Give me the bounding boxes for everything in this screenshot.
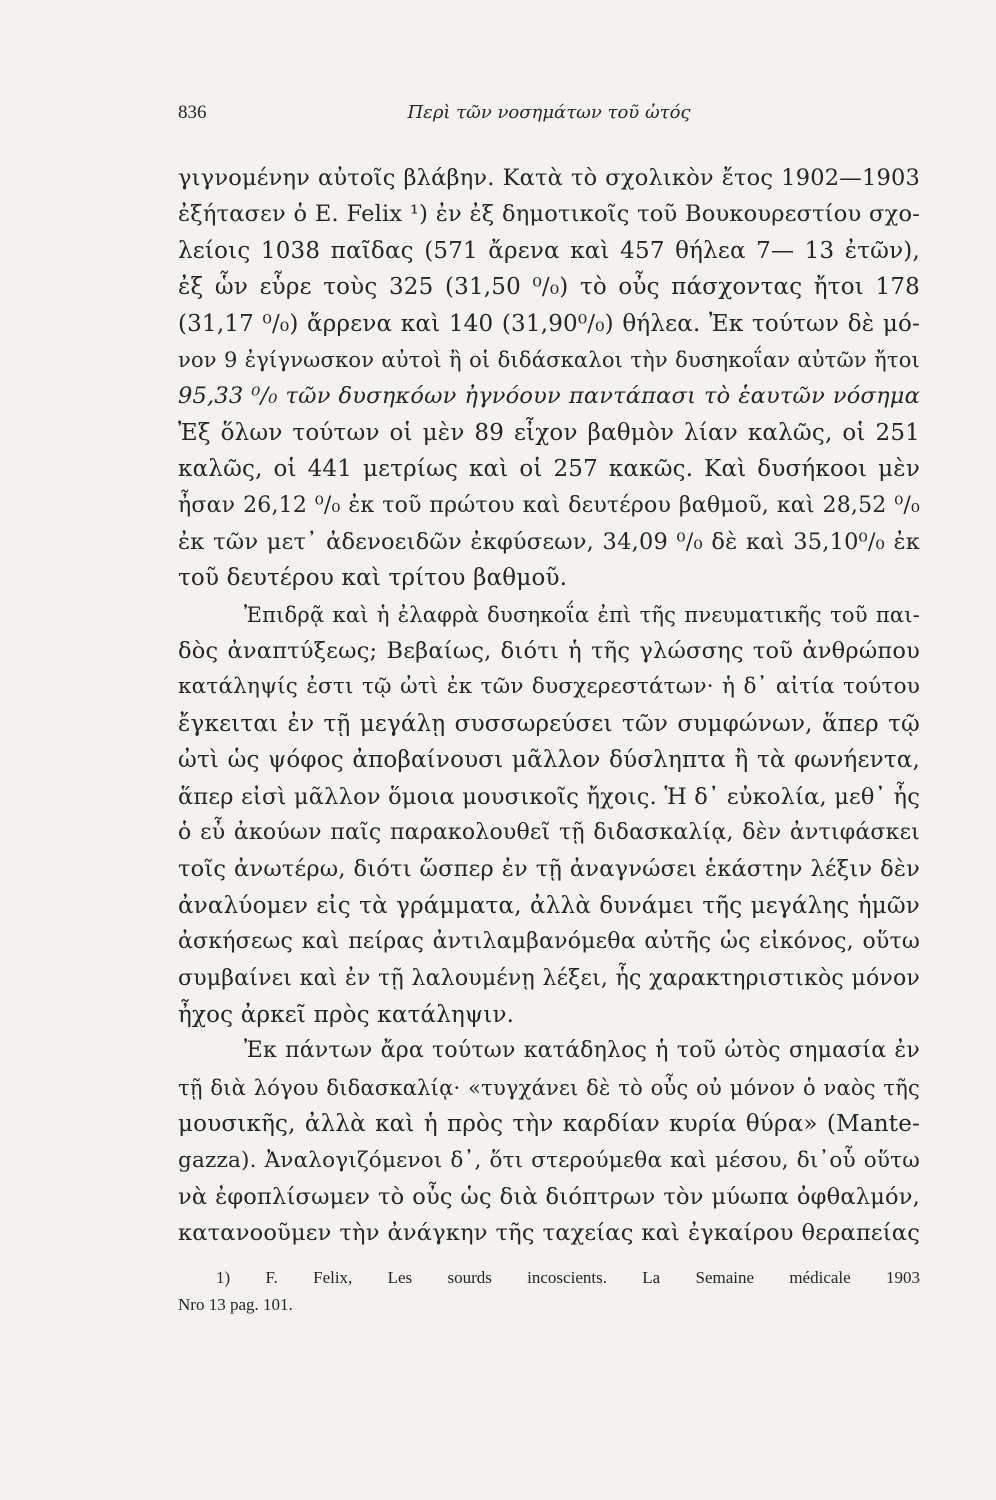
text-line: 95,33 ⁰/₀ τῶν δυσηκόων ἠγνόουν παντάπασι τὸ ἑαυτῶν νόσημα xyxy=(178,383,920,410)
footnotes xyxy=(178,1264,920,1318)
paragraph-start-line: Ἐκ πάντων ἄρα τούτων κατάδηλος ἡ τοῦ ὠτὸς σημασία ἐν xyxy=(244,1038,920,1064)
page-number: 836 xyxy=(178,102,207,123)
text-line: (31,17 ⁰/₀) ἄρρενα καὶ 140 (31,90⁰/₀) θήλεα. Ἐκ τούτων δὲ μό- xyxy=(178,310,920,337)
text-line: ἐξήτασεν ὁ E. Felix ¹) ἐν ἐξ δημοτικοῖς τοῦ Βουκουρεστίου σχο- xyxy=(178,201,920,228)
text-line: ἔγκειται ἐν τῇ μεγάλῃ συσσωρεύσει τῶν συμφώνων, ἅπερ τῷ xyxy=(178,710,920,737)
running-title: Περὶ τῶν νοσημάτων τοῦ ὠτός xyxy=(407,102,691,123)
text-line: κατανοοῦμεν τὴν ἀνάγκην τῆς ταχείας καὶ ἐγκαίρου θεραπείας xyxy=(178,1220,920,1247)
text-line: gazza). Ἀναλογιζόμενοι δ᾽, ὅτι στερούμεθα καὶ μέσου, δι᾽οὗ οὕτω xyxy=(178,1147,920,1173)
text-line: τοῦ δευτέρου καὶ τρίτου βαθμοῦ. xyxy=(178,565,568,592)
text-line: ἅπερ εἰσὶ μᾶλλον ὅμοια μουσικοῖς ἤχοις. Ἡ δ᾽ εὐκολία, μεθ᾽ ἧς xyxy=(178,783,920,810)
text-line: τοῖς ἀνωτέρω, διότι ὥσπερ ἐν τῇ ἀναγνώσει ἑκάστην λέξιν δὲν xyxy=(178,856,920,883)
text-line: ἀσκήσεως καὶ πείρας ἀντιλαμβανόμεθα αὐτῆς ὡς εἰκόνος, οὕτω xyxy=(178,929,920,955)
text-line: Ἐξ ὅλων τούτων οἱ μὲν 89 εἶχον βαθμὸν λίαν καλῶς, οἱ 251 xyxy=(178,419,920,446)
footnote-line: 1) F. Felix, Les sourds incoscients. La Semaine médicale 1903 xyxy=(216,1268,920,1287)
text-line: ἐκ τῶν μετ᾽ ἀδενοειδῶν ἐκφύσεων, 34,09 ⁰/₀ δὲ καὶ 35,10⁰/₀ ἐκ xyxy=(178,528,920,555)
text-line: δὸς ἀναπτύξεως; Βεβαίως, διότι ἡ τῆς γλώσσης τοῦ ἀνθρώπου xyxy=(178,638,920,665)
text-line: ἐξ ὧν εὗρε τοὺς 325 (31,50 ⁰/₀) τὸ οὖς πάσχοντας ἤτοι 178 xyxy=(178,274,920,301)
text-line: γιγνομένην αὐτοῖς βλάβην. Κατὰ τὸ σχολικὸν ἔτος 1902—1903 xyxy=(178,165,920,191)
text-line: ἀναλύομεν εἰς τὰ γράμματα, ἀλλὰ δυνάμει τῆς μεγάλης ἡμῶν xyxy=(178,892,920,919)
paragraph-start-line: Ἐπιδρᾷ καὶ ἡ ἐλαφρὰ δυσηκοΐα ἐπὶ τῆς πνευματικῆς τοῦ παι- xyxy=(244,602,920,627)
body-text xyxy=(178,160,920,1252)
text-line: ἦσαν 26,12 ⁰/₀ ἐκ τοῦ πρώτου καὶ δευτέρου βαθμοῦ, καὶ 28,52 ⁰/₀ xyxy=(178,492,920,518)
text-line: λείοις 1038 παῖδας (571 ἄρενα καὶ 457 θήλεα 7— 13 ἐτῶν), xyxy=(178,237,920,264)
text-line: ὠτὶ ὡς ψόφος ἀποβαίνουσι μᾶλλον δύσληπτα ἢ τὰ φωνήεντα, xyxy=(178,747,920,774)
page-header xyxy=(178,102,920,132)
text-line: νὰ ἐφοπλίσωμεν τὸ οὖς ὡς διὰ διόπτρων τὸν μύωπα ὀφθαλμόν, xyxy=(178,1183,920,1210)
text-line: συμβαίνει καὶ ἐν τῇ λαλουμένῃ λέξει, ἧς χαρακτηριστικὸς μόνον xyxy=(178,965,920,991)
text-line: μουσικῆς, ἀλλὰ καὶ ἡ πρὸς τὴν καρδίαν κυρία θύρα» (Mante- xyxy=(178,1111,920,1138)
text-line: νον 9 ἐγίγνωσκον αὐτοὶ ἢ οἱ διδάσκαλοι τὴν δυσηκοΐαν αὐτῶν ἤτοι xyxy=(178,347,920,372)
text-line: καλῶς, οἱ 441 μετρίως καὶ οἱ 257 κακῶς. Καὶ δυσήκοοι μὲν xyxy=(178,456,920,483)
text-line: τῇ διὰ λόγου διδασκαλίᾳ· «τυγχάνει δὲ τὸ οὖς οὐ μόνον ὁ ναὸς τῆς xyxy=(178,1075,920,1100)
text-line: ὁ εὖ ἀκούων παῖς παρακολουθεῖ τῇ διδασκαλίᾳ, δὲν ἀντιφάσκει xyxy=(178,820,920,846)
footnote-line: Nro 13 pag. 101. xyxy=(178,1295,293,1314)
text-line: κατάληψίς ἐστι τῷ ὠτὶ ἐκ τῶν δυσχερεστάτων· ἡ δ᾽ αἰτία τούτου xyxy=(178,674,920,700)
text-line: ἦχος ἀρκεῖ πρὸς κατάληψιν. xyxy=(178,1001,515,1028)
